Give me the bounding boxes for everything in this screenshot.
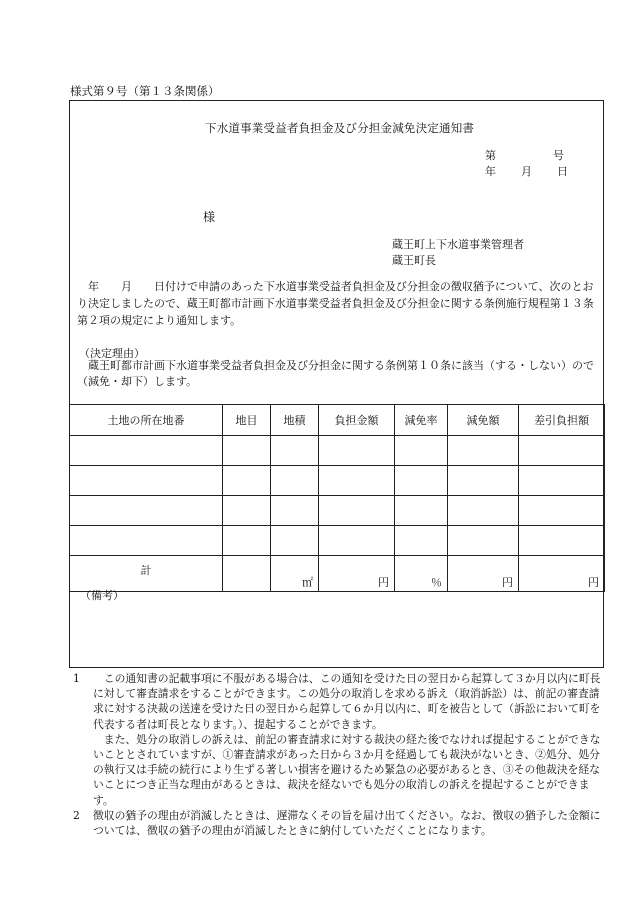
note-item <box>70 808 605 838</box>
document-date <box>485 163 568 179</box>
unit-rate: ％ <box>395 556 448 592</box>
date-day: 日 <box>557 165 568 178</box>
unit-category <box>223 556 271 592</box>
unit-charge: 円 <box>319 556 395 592</box>
sender-title: 蔵王町長 <box>392 254 436 267</box>
addressee-suffix: 様 <box>203 210 216 224</box>
header-area: 地積 <box>271 405 319 436</box>
note-number: 2 <box>73 808 80 822</box>
remarks-label: （備考） <box>80 589 124 602</box>
document-number <box>485 147 564 163</box>
table-total-row <box>70 556 605 592</box>
total-label: 計 <box>70 556 223 592</box>
reason-label: （決定理由） <box>79 347 145 360</box>
header-rate: 減免率 <box>395 405 448 436</box>
table-row <box>70 496 605 526</box>
note-paragraph: また、処分の取消しの訴えは、前記の審査請求に対する裁決の経た後でなければ提起することができないこととされていますが、①審査請求があった日から３か月を経過しても裁決がないとき、②処分、処分の執行又は手続の続行により生ずる著しい損害を避けるため緊急の必要があるとき、③その他裁決を経ないことにつき正当な理由があるときは、裁決を経ないでも処分の取消しの訴えを提起することができます。 <box>93 732 601 807</box>
land-table <box>69 404 605 592</box>
number-prefix: 第 <box>485 149 496 162</box>
document-title: 下水道事業受益者負担金及び分担金減免決定通知書 <box>205 121 475 135</box>
table-header-row <box>70 405 605 436</box>
notes-section <box>70 671 605 838</box>
header-reduction: 減免額 <box>448 405 519 436</box>
header-net: 差引負担額 <box>519 405 605 436</box>
unit-reduction: 円 <box>448 556 519 592</box>
note-paragraph: この通知書の記載事項に不服がある場合は、この通知を受けた日の翌日から起算して３か月以内に町長に対して審査請求をすることができます。この処分の取消しを求める訴え（取消訴訟）は、前記の審査請求に対する決裁の送達を受けた日の翌日から起算して６か月以内に、町を被告として（訴訟において町を代表する者は町長となります。）、提起することができます。 <box>93 672 601 731</box>
header-location: 土地の所在地番 <box>70 405 223 436</box>
unit-area: ㎡ <box>271 556 319 592</box>
note-number: 1 <box>73 672 80 685</box>
unit-net: 円 <box>519 556 605 592</box>
form-label: 様式第９号（第１３条関係） <box>70 84 220 98</box>
table-row <box>70 466 605 496</box>
header-charge: 負担金額 <box>319 405 395 436</box>
header-category: 地目 <box>223 405 271 436</box>
reason-text: 蔵王町都市計画下水道事業受益者負担金及び分担金に関する条例第１０条に該当（する・しない）ので（減免・却下）します。 <box>77 359 594 388</box>
table-row <box>70 526 605 556</box>
notice-body: 年 月 日付けで申請のあった下水道事業受益者負担金及び分担金の徴収猶予について、次のとおり決定しましたので、蔵王町都市計画下水道事業受益者負担金及び分担金に関する条例施行規程第１３条第２項の規定により通知します。 <box>77 280 594 327</box>
note-paragraph: 徴収の猶予の理由が消滅したときは、遅滞なくその旨を届け出てください。なお、徴収の猶予した金額については、徴収の猶予の理由が消滅したときに納付していただくことになります。 <box>93 808 601 838</box>
number-suffix: 号 <box>553 149 564 162</box>
table-row <box>70 436 605 466</box>
note-item <box>70 671 605 808</box>
date-year: 年 <box>485 165 496 178</box>
sender-org: 蔵王町上下水道事業管理者 <box>392 238 524 251</box>
date-month: 月 <box>521 165 532 178</box>
